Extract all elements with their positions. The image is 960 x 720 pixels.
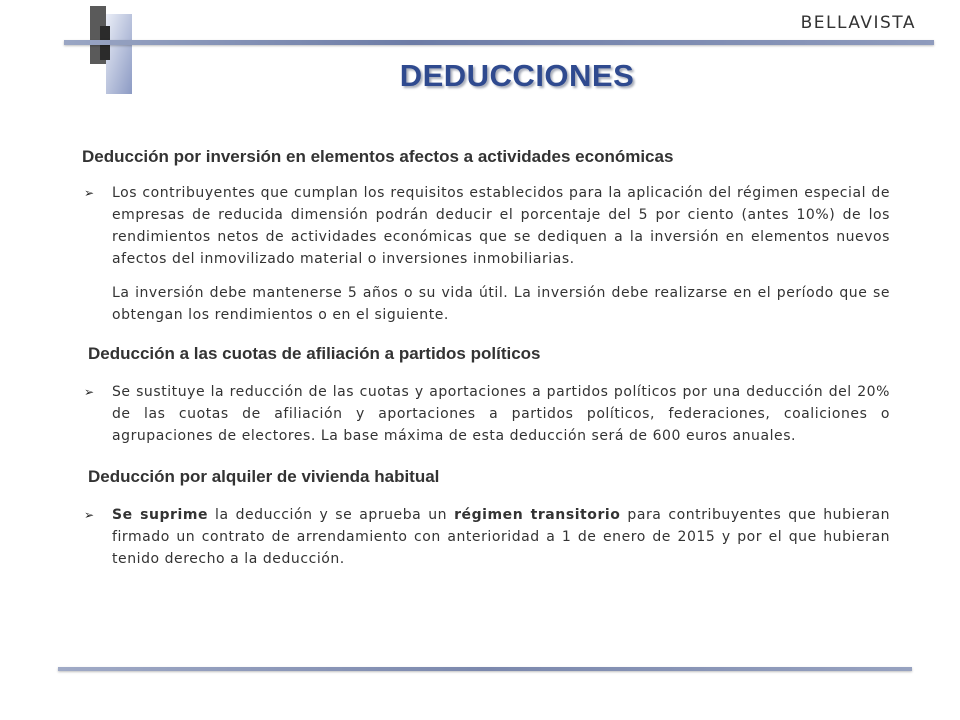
- text-run: la deducción y se aprueba un: [208, 507, 455, 523]
- list-item: [82, 504, 890, 570]
- bold-text: Se suprime: [112, 507, 209, 523]
- brand-name: BELLAVISTA: [800, 13, 916, 33]
- arrow-bullet-icon: ➢: [84, 385, 95, 399]
- paragraph: La inversión debe mantenerse 5 años o su vida útil. La inversión debe realizarse en el período que se obtengan los rendimientos o en el siguiente.: [112, 285, 890, 323]
- section-heading: Deducción por alquiler de vivienda habitual: [88, 467, 440, 486]
- list-item: [82, 381, 890, 447]
- footer-rule: [58, 667, 912, 671]
- header-rule: [64, 40, 934, 45]
- arrow-bullet-icon: ➢: [84, 186, 95, 200]
- page-title: DEDUCCIONES: [399, 58, 635, 93]
- list-item: [82, 182, 890, 270]
- text-run: para contribuyentes que hubieran firmado un contrato de arrendamiento con anterioridad a 1 de enero de 2015 y por el que hubieran tenido derecho a la deducción.: [112, 507, 891, 567]
- section-heading: Deducción por inversión en elementos afectos a actividades económicas: [82, 147, 674, 166]
- bullet-text: Se sustituye la reducción de las cuotas y aportaciones a partidos políticos por una deducción del 20% de las cuotas de afiliación y aportaciones a partidos políticos, federaciones, coaliciones o agrupaciones de electores. La base máxima de esta deducción será de 600 euros anuales.: [112, 384, 890, 444]
- section-heading: Deducción a las cuotas de afiliación a partidos políticos: [88, 344, 541, 363]
- content: [82, 147, 890, 570]
- bullet-text: [112, 504, 890, 570]
- arrow-bullet-icon: ➢: [84, 508, 95, 522]
- bold-text: régimen transitorio: [454, 507, 621, 523]
- bullet-text: Los contribuyentes que cumplan los requisitos establecidos para la aplicación del régimen especial de empresas de reducida dimensión podrán deducir el porcentaje del 5 por ciento (antes 10%) de los rendimientos netos de actividades económicas que se dediquen a la inversión en elementos nuevos afectos del inmovilizado material o inversiones inmobiliarias.: [112, 185, 890, 267]
